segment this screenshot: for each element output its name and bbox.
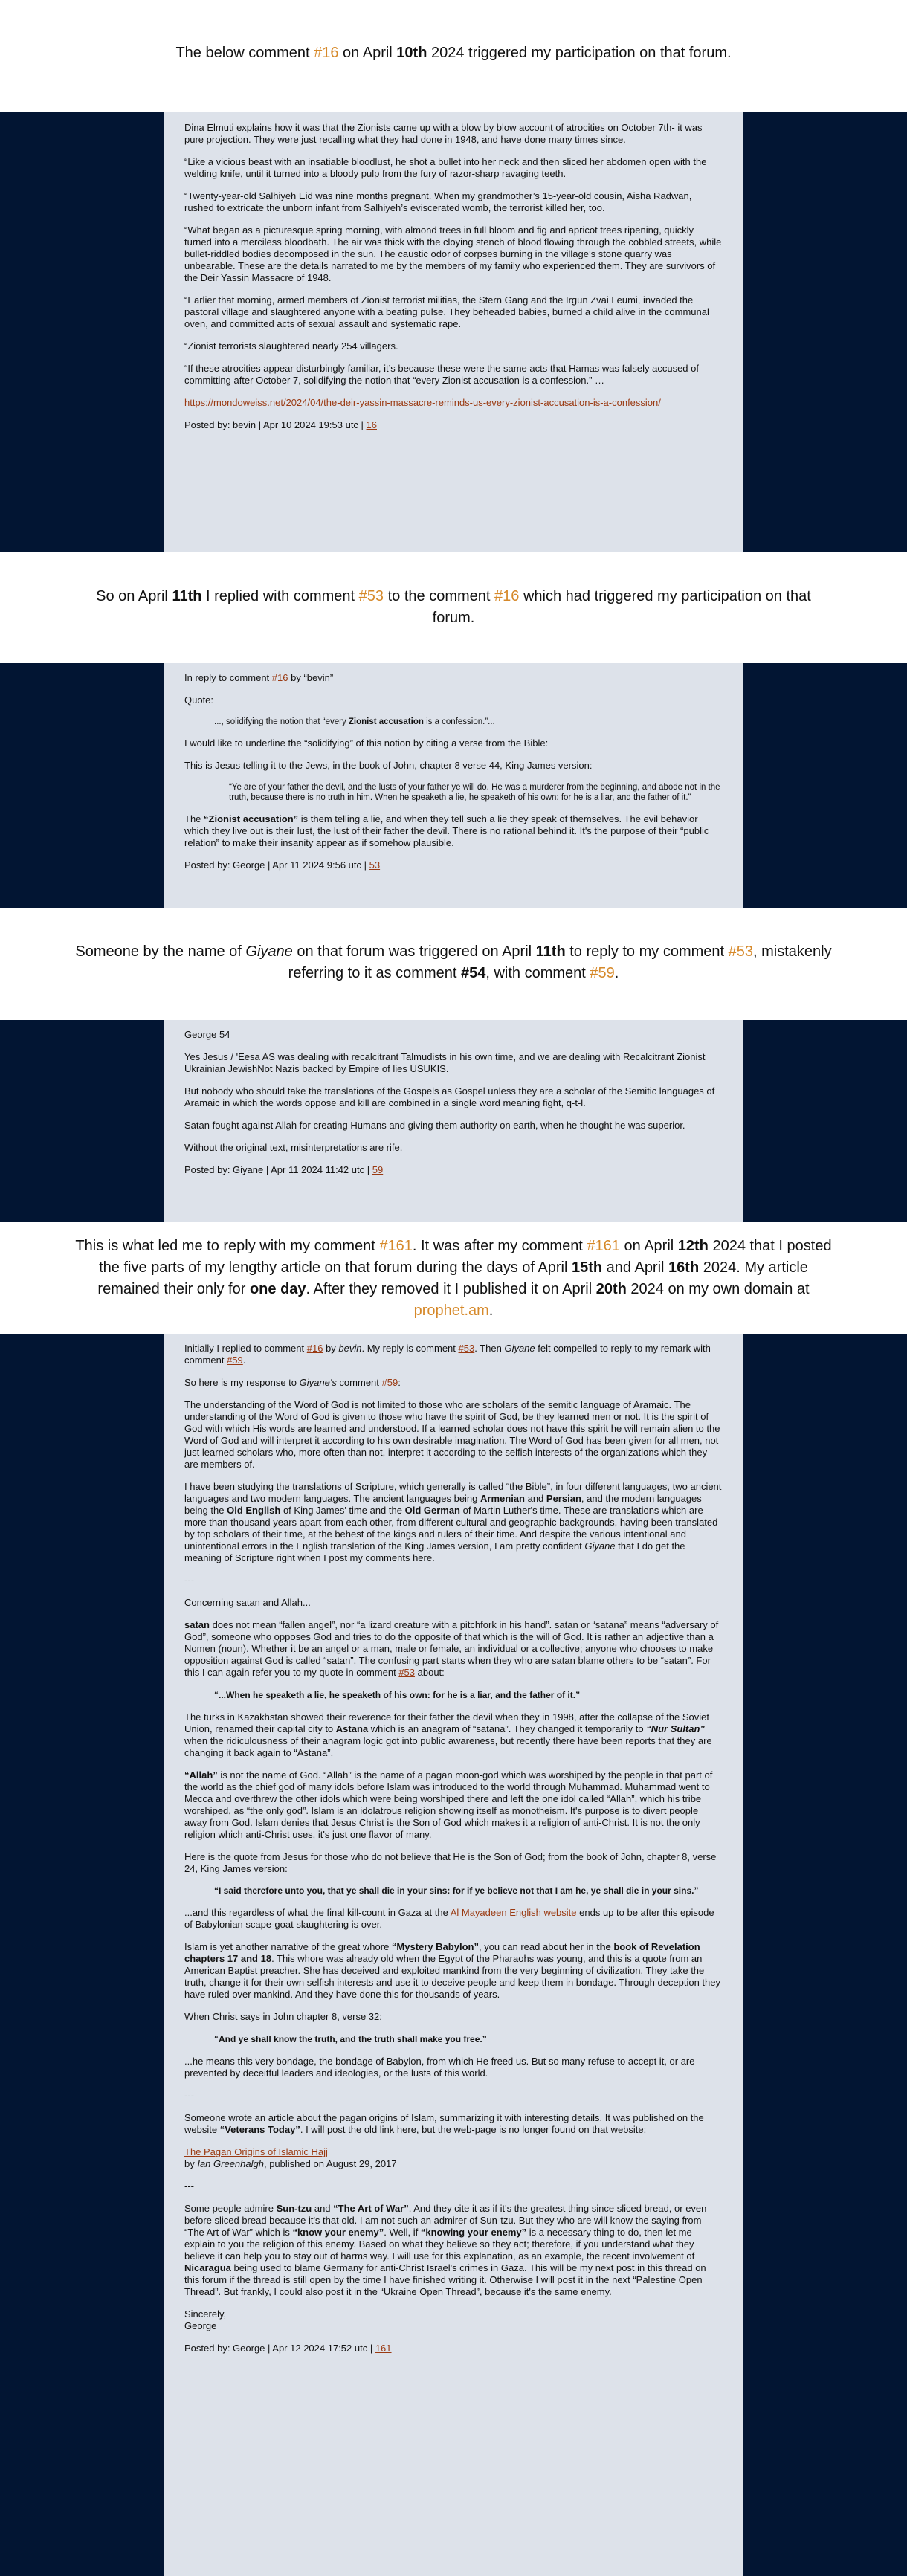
intro-text: .	[488, 1302, 494, 1319]
text: of Martin Luther's time. These are translations which are more than thousand years apart from each other, from different cultural and geographic backgrounds, having been translated by top scholars of their time, at the behest of the kings and rulers of their time. And despite the various intentional and unintentional errors in the English translation of the King James version, I am pretty confident	[184, 1505, 718, 1552]
site-name: prophet.am	[413, 1302, 489, 1319]
text: being used to blame Germany for anti-Christ Israel's crimes in Gaza. This will be my next post in this thread on this forum if the thread is still open by the time I have finished writing it. Otherwise I will post it in the next “Palestine Open Thread”. But frankly, I could also post it in the “Ukraine Open Thread”, because it's the same enemy.	[184, 2262, 706, 2297]
article-reference	[184, 2146, 723, 2170]
comment-59	[164, 1020, 743, 1222]
comment-paragraph: The understanding of the Word of God is not limited to those who are scholars of the semitic language of Aramaic. The understanding of the Word of God is given to those who have the spirit of God, be they learned men or not. It is the spirit of God with which His words are learned and understood. If a learned scholar does not have this spirit he will remain alien to the Word of God and will interpret it according to his own desirable imagination. The Word of God has been given for all men, not just learned scholars who, more often than not, interpret it according to the selfish interests of the organizations which they are members of.	[184, 1399, 720, 1470]
comment-paragraph: “What began as a picturesque spring morning, with almond trees in full bloom and fig and apricot trees ripening, quickly turned into a merciless bloodbath. The air was thick with the cloying stench of blood flowing through the cobbled streets, while bullet-riddled bodies decomposed in the sun. The caustic odor of corpses burning in the village’s stone quarry was unbearable. These are the details narrated to me by the members of my family who experienced them. They are survivors of the Deir Yassin Massacre of 1948.	[184, 225, 722, 283]
comment-band-53	[0, 663, 907, 908]
text: . My reply is comment	[361, 1343, 459, 1354]
intro-text: The below comment	[175, 45, 314, 61]
comment-paragraph: This is Jesus telling it to the Jews, in the book of John, chapter 8 verse 44, King James version:	[184, 760, 593, 771]
text: “Veterans Today”	[219, 2124, 300, 2135]
article-link[interactable]: https://mondoweiss.net/2024/04/the-deir-yassin-massacre-reminds-us-every-zionist-accusation-is-a-confession/	[184, 397, 661, 408]
text: Initially I replied to comment	[184, 1343, 307, 1354]
text: comment	[336, 1377, 382, 1388]
comment-number-link[interactable]: 53	[369, 859, 381, 871]
text: is a necessary thing to do, then let me explain to you the religion of this enemy. Based on what they believe so they act; therefore, if you understand what they believe it can help you to stay out of harms way. I will use for this explanation, as an example, the recent involvement of	[184, 2227, 695, 2262]
bible-quote: “And ye shall know the truth, and the truth shall make you free.”	[214, 2034, 487, 2044]
text: , you can read about her in	[478, 1941, 597, 1952]
comment-number-link[interactable]: 161	[375, 2343, 392, 2354]
text: is not the name of God. “Allah” is the name of a pagan moon-god which was worshiped by the people in that part of the world as the chief god of many idols before Islam was introduced to the world through Muhammad. Muhammad went to Mecca and overthrew the other idols which were being worshiped there and left the one idol called “Allah”, which his tribe worshiped, as “the only god”. Islam is an idolatrous religion showing itself as monotheism. It's purpose is to divert people away from God. Islam denies that Jesus Christ is the Son of God which makes it a religion of anti-Christ. It is not the only religion which anti-Christ uses, it's just one flavor of many.	[184, 1769, 713, 1840]
comment-paragraph: Yes Jesus / 'Eesa AS was dealing with recalcitrant Talmudists in his own time, and we are dealing with Recalcitrant Zionist Ukrainian JewishNot Nazis backed by Empire of lies USUKIS.	[184, 1051, 706, 1074]
comment-paragraph: Satan fought against Allah for creating Humans and giving them authority on earth, when he thought he was superior.	[184, 1120, 685, 1131]
intro-text: . After they removed it I published it on April	[306, 1281, 596, 1297]
author-name: Ian Greenhalgh	[197, 2158, 264, 2169]
date-text: 15th	[571, 1259, 603, 1276]
text: and	[524, 1493, 546, 1504]
text: Persian	[546, 1493, 581, 1504]
text: by “bevin”	[288, 672, 334, 683]
text: by	[323, 1343, 339, 1354]
text: . And they cite it as if it's the greatest thing since sliced bread, or even before sliced bread because it's that old. I am not such an admirer of Sun-tzu. But they who are will know the saying from “The Art of War” which is	[184, 2203, 707, 2238]
comment-number-link[interactable]: 59	[372, 1164, 384, 1175]
comment-link[interactable]: #16	[271, 672, 288, 683]
text: The	[184, 813, 204, 824]
intro-text: This is what led me to reply with my comment	[75, 1238, 380, 1254]
pagan-origins-link[interactable]: The Pagan Origins of Islamic Hajj	[184, 2146, 328, 2157]
intro-text: 2024 that I posted the five parts of my lengthy article on that forum during the days of April	[99, 1238, 832, 1276]
text: “Zionist accusation”	[204, 813, 299, 824]
text: of King James' time and the	[280, 1505, 405, 1516]
posted-text: Posted by: George | Apr 12 2024 17:52 utc |	[184, 2343, 375, 2354]
intro-text: , mistakenly referring to it as comment	[288, 943, 832, 981]
text: which is an anagram of “satana”. They changed it temporarily to	[368, 1723, 647, 1734]
intro-text: 2024. My article remained their only for	[97, 1259, 808, 1297]
intro-text: and April	[602, 1259, 669, 1276]
date-text: 11th	[172, 588, 202, 604]
text: Islam is yet another narrative of the great whore	[184, 1941, 392, 1952]
intro-text: . It was after my comment	[412, 1238, 587, 1254]
comment-paragraph: Here is the quote from Jesus for those who do not believe that He is the Son of God; from the book of John, chapter 8, verse 24, King James version:	[184, 1851, 717, 1874]
text: satan	[184, 1619, 210, 1630]
text: “know your enemy”	[292, 2227, 384, 2238]
intro-text: on April	[338, 45, 397, 61]
intro-section-4	[0, 1222, 907, 1334]
comment-number-link[interactable]: 16	[366, 419, 377, 430]
quote-label: Quote:	[184, 694, 214, 706]
intro-text: Someone by the name of	[75, 943, 246, 960]
comment-band-16	[0, 112, 907, 552]
comment-paragraph	[184, 813, 723, 849]
intro-section-1	[0, 0, 907, 112]
comment-paragraph: But nobody who should take the translations of the Gospels as Gospel unless they are a scholar of the Semitic languages of Aramaic in which the words oppose and kill are combined in a single word meaning fight, q-t-l.	[184, 1085, 715, 1108]
text: .	[242, 1355, 246, 1366]
text: So here is my response to	[184, 1377, 300, 1388]
bible-quote: “...When he speaketh a lie, he speaketh of his own: for he is a liar, and the father of it.”	[214, 1690, 581, 1700]
intro-text: 2024 on my own domain at	[626, 1281, 810, 1297]
comment-link[interactable]: #53	[458, 1343, 475, 1354]
comment-link[interactable]: #16	[306, 1343, 323, 1354]
comment-band-161	[0, 1334, 907, 2576]
comment-link[interactable]: #53	[398, 1667, 416, 1678]
signature	[184, 2308, 723, 2332]
comment-ref: #53	[728, 943, 754, 960]
comment-band-59	[0, 1020, 907, 1222]
text: ...and this regardless of what the final kill-count in Gaza at the	[184, 1907, 451, 1918]
text: that I do get the meaning of Scripture right when I post my comments here.	[184, 1540, 685, 1563]
comment-paragraph: “Earlier that morning, armed members of Zionist terrorist militias, the Stern Gang and the Irgun Zvai Leumi, invaded the pastoral village and slaughtered anyone with a beating pulse. They beheaded babies, burned a child alive in the communal oven, and committed acts of sexual assault and systematic rape.	[184, 294, 709, 329]
posted-by	[184, 859, 723, 871]
user-name: bevin	[338, 1343, 362, 1354]
intro-text: , with comment	[485, 965, 590, 981]
date-text: 10th	[396, 45, 427, 61]
separator: ---	[184, 1575, 194, 1586]
intro-text: to reply to my comment	[565, 943, 729, 960]
text: Some people admire	[184, 2203, 277, 2214]
comment-paragraph	[184, 2203, 723, 2298]
date-text: 12th	[677, 1238, 709, 1254]
user-name: Giyane's	[299, 1377, 337, 1388]
comment-paragraph: “Like a vicious beast with an insatiable bloodlust, he shot a bullet into her neck and then sliced her abdomen open with the welding knife, until it turned into a bloody pulp from the fury of razor-sharp ravaging teeth.	[184, 156, 707, 179]
comment-paragraph	[184, 1907, 723, 1931]
text: Someone wrote an article about the pagan origins of Islam, summarizing it with interesting details. It was published on the website	[184, 2112, 704, 2135]
comment-paragraph	[184, 1941, 723, 2001]
comment-paragraph	[184, 1769, 723, 1841]
posted-text: Posted by: George | Apr 11 2024 9:56 utc |	[184, 859, 369, 871]
text: George	[184, 2320, 217, 2331]
separator: ---	[184, 2180, 194, 2192]
text: Armenian	[480, 1493, 525, 1504]
text: Sun-tzu	[276, 2203, 312, 2214]
text: Zionist accusation	[348, 717, 424, 726]
comment-paragraph: I would like to underline the “solidifying” of this notion by citing a verse from the Bible:	[184, 737, 549, 749]
comment-link[interactable]: #59	[227, 1355, 243, 1366]
text: felt compelled to reply to my remark with comment	[184, 1343, 711, 1366]
posted-by	[184, 419, 723, 431]
intro-text: which had triggered my participation on that forum.	[432, 588, 811, 626]
text: “Nur Sultan”	[646, 1723, 705, 1734]
text: . I will post the old link here, but the web-page is no longer found on that website:	[300, 2124, 647, 2135]
comment-paragraph	[184, 1481, 723, 1564]
text: In reply to comment	[184, 672, 272, 683]
comment-ref: #53	[358, 588, 384, 604]
text: Old English	[227, 1505, 281, 1516]
text: about:	[415, 1667, 445, 1678]
comment-paragraph: ...he means this very bondage, the bondage of Babylon, from which He freed us. But so many refuse to accept it, or are prevented by deceitful leaders and ideologies, or the lusts of this world.	[184, 2056, 695, 2079]
reply-line	[184, 672, 723, 684]
text: “knowing your enemy”	[420, 2227, 527, 2238]
user-name: Giyane	[504, 1343, 535, 1354]
text: . This whore was already old when the Egypt of the Pharaohs was young, and this is a quote from an American Baptist preacher. She has deceived and exploited mankind from the very beginning of civilization. They take the truth, change it for their own selfish interests and use it to deceive people and keep them in bondage. Through deception they have ruled over mankind. And they have done this for thousands of years.	[184, 1953, 721, 2000]
text: is a confession.”...	[423, 717, 495, 726]
text: ends up to be after this episode of Babylonian scape-goat slaughtering is over.	[184, 1907, 714, 1930]
date-text: 11th	[535, 943, 566, 960]
posted-by	[184, 1164, 723, 1176]
posted-by	[184, 2343, 723, 2354]
comment-paragraph: Without the original text, misinterpretations are rife.	[184, 1142, 403, 1153]
text: Astana	[335, 1723, 369, 1734]
comment-paragraph: Dina Elmuti explains how it was that the Zionists came up with a blow by blow account of atrocities on October 7th- it was pure projection. They were just recalling what they had done in 1948, and have done many times since.	[184, 122, 703, 145]
text: Old German	[404, 1505, 461, 1516]
user-name: Giyane	[245, 943, 293, 960]
intro-section-2	[0, 552, 907, 663]
al-mayadeen-link[interactable]: Al Mayadeen English website	[450, 1907, 577, 1918]
comment-161	[164, 1334, 743, 2576]
date-text: 16th	[668, 1259, 700, 1276]
comment-16	[164, 112, 743, 552]
comment-ref: #161	[587, 1238, 620, 1254]
intro-text: to the comment	[384, 588, 495, 604]
comment-ref: #161	[379, 1238, 413, 1254]
comment-paragraph: “Twenty-year-old Salhiyeh Eid was nine months pregnant. When my grandmother’s 15-year-old cousin, Aisha Radwan, rushed to extricate the unborn infant from Salhiyeh’s eviscerated womb, the terrorist killed her, too.	[184, 190, 692, 213]
comment-paragraph	[184, 1619, 723, 1679]
comment-link[interactable]: #59	[381, 1377, 398, 1388]
comment-paragraph	[184, 1711, 723, 1759]
bible-quote: “Ye are of your father the devil, and the lusts of your father ye will do. He was a murderer from the beginning, and abode not in the truth, because there is no truth in him. When he speaketh a lie, he speaketh of his own: for he is a liar, and the father of it.”	[229, 783, 720, 802]
intro-section-3	[0, 908, 907, 1020]
comment-ref: #16	[314, 45, 339, 61]
text: by	[184, 2158, 198, 2169]
separator: ---	[184, 2090, 194, 2101]
intro-text: .	[614, 965, 619, 981]
text: when the ridiculousness of their anagram logic got into public awareness, but recently there have been reports that they are changing it back again to “Astana”.	[184, 1735, 712, 1758]
comment-ref: #16	[494, 588, 520, 604]
comment-53	[164, 663, 743, 908]
text: , and the modern languages being the	[184, 1493, 702, 1516]
text: , published on August 29, 2017	[263, 2158, 397, 2169]
comment-ref: #59	[590, 965, 615, 981]
bible-quote: “I said therefore unto you, that ye shall die in your sins: for if ye believe not that I am he, ye shall die in your sins.”	[214, 1885, 699, 1896]
text: ..., solidifying the notion that “every	[214, 717, 349, 726]
text: . Then	[474, 1343, 505, 1354]
comment-paragraph: “If these atrocities appear disturbingly familiar, it’s because these were the same acts that Hamas was falsely accused of committing after October 7, solidifying the notion that “every Zionist accusation is a confession.” …	[184, 363, 699, 386]
reply-line	[184, 1343, 723, 1366]
text: “Allah”	[184, 1769, 218, 1781]
intro-text: 2024 triggered my participation on that forum.	[427, 45, 732, 61]
quote-block	[214, 717, 723, 727]
comment-paragraph: Concerning satan and Allah...	[184, 1597, 311, 1608]
text: and	[312, 2203, 334, 2214]
intro-text: on April	[619, 1238, 678, 1254]
text: the book of Revelation chapters 17 and 18	[184, 1941, 700, 1964]
text: :	[398, 1377, 401, 1388]
date-text: 20th	[595, 1281, 627, 1297]
emphasis-text: one day	[249, 1281, 306, 1297]
comment-ref-wrong: #54	[460, 965, 486, 981]
text: “The Art of War”	[333, 2203, 409, 2214]
comment-paragraph: When Christ says in John chapter 8, verse 32:	[184, 2011, 382, 2022]
posted-text: Posted by: Giyane | Apr 11 2024 11:42 utc |	[184, 1164, 372, 1175]
posted-text: Posted by: bevin | Apr 10 2024 19:53 utc |	[184, 419, 367, 430]
text: Sincerely,	[184, 2308, 227, 2320]
reply-line	[184, 1377, 723, 1389]
text: Nicaragua	[184, 2262, 231, 2273]
text: I have been studying the translations of Scripture, which generally is called “the Bible”, in four different languages, two ancient languages and two modern languages. The ancient languages being	[184, 1481, 722, 1504]
comment-paragraph	[184, 2112, 723, 2136]
text: The turks in Kazakhstan showed their reverence for their father the devil when they in 1998, after the collapse of the Soviet Union, renamed their capital city to	[184, 1711, 710, 1734]
text: . Well, if	[384, 2227, 421, 2238]
intro-text: on that forum was triggered on April	[292, 943, 536, 960]
intro-text: So on April	[96, 588, 172, 604]
comment-paragraph: “Zionist terrorists slaughtered nearly 254 villagers.	[184, 340, 398, 352]
text: “Mystery Babylon”	[391, 1941, 479, 1952]
text: does not mean “fallen angel”, nor “a lizard creature with a pitchfork in his hand”. satan or “satana” means “adversary of God”, someone who opposes God and tries to do the opposite of that which is the will of God. It is rather an adjective than a Nomen (noun). Whether it be an angel or a man, male or female, an individual or a collective; anyone who chooses to make opposition against God is called “satan”. The confusing part starts when they who are satan blame others to be “satan”. For this I can again refer you to my quote in comment	[184, 1619, 719, 1678]
text: is them telling a lie, and when they tell such a lie they speak of themselves. The evil behavior which they live out is their lust, the lust of their father the devil. There is no rational behind it. It's the purpose of their “public relation” to make their insanity appear as if somehow plausible.	[184, 813, 709, 848]
user-name: Giyane	[584, 1540, 616, 1552]
intro-text: I replied with comment	[201, 588, 359, 604]
comment-paragraph: George 54	[184, 1029, 230, 1040]
